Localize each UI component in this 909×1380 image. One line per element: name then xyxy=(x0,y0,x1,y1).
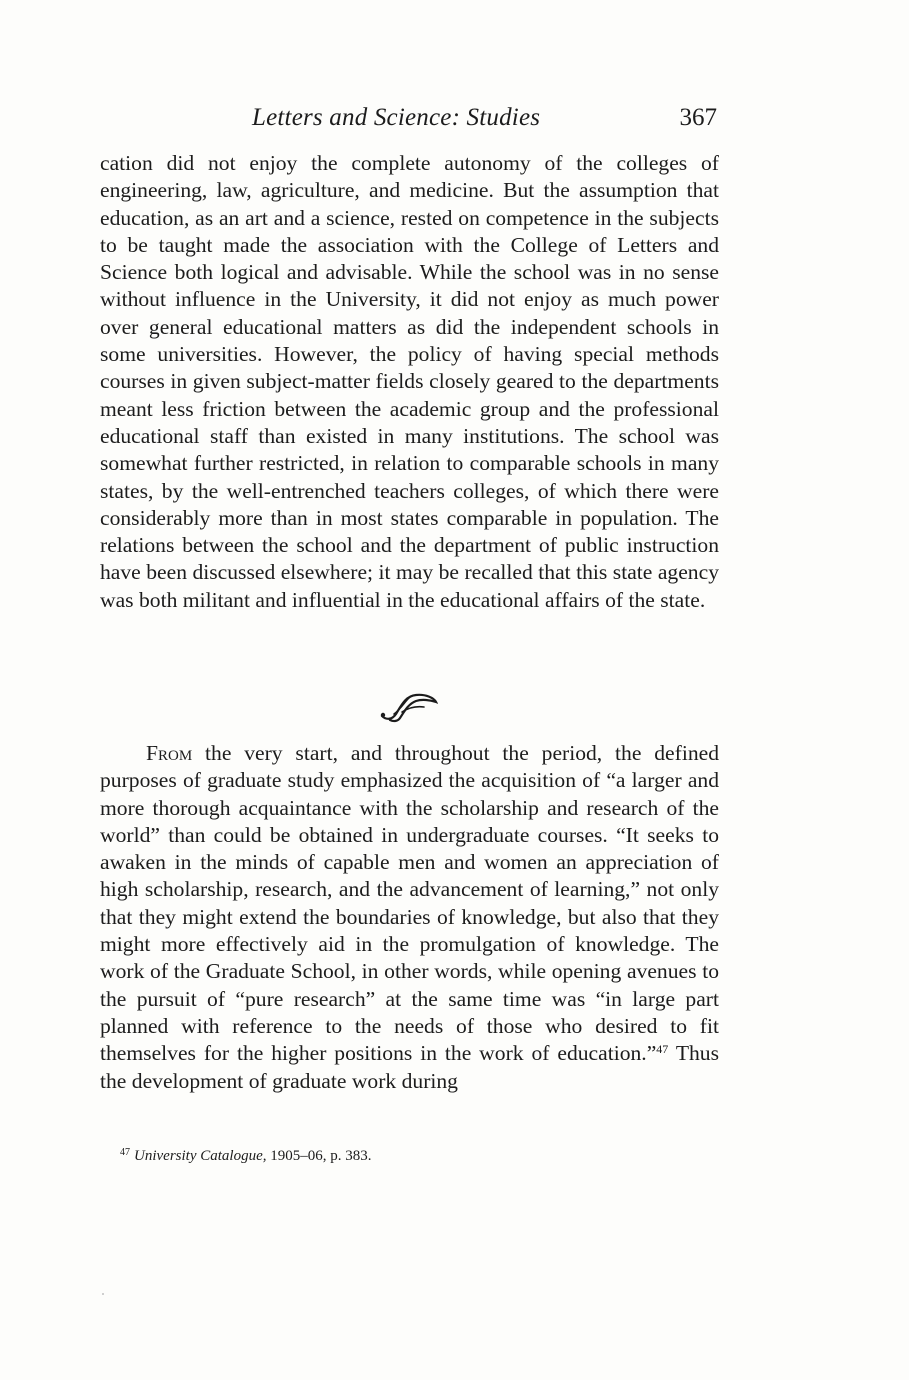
paragraph-text-tail: Thus the development of graduate work during xyxy=(100,1041,720,1093)
running-head-title: Letters and Science: Studies xyxy=(252,104,541,131)
footnote-reference[interactable]: 47 xyxy=(656,1042,669,1057)
page-number: 367 xyxy=(679,104,717,131)
paragraph-text: the very start, and throughout the period, the defined purposes of graduate study emphasized the acquisition of “a larger and more thorough acquaintance with the scholarship and research of the world” than could be obtained in undergraduate courses. “It seeks to awaken in the minds of capable men and women an appreciation of high scholarship, research, and the advancement of learning,” not only that they might extend the boundaries of knowledge, but also that they might more effectively aid in the promulgation of knowledge. The work of the Graduate School, in other words, while opening avenues to the pursuit of “pure research” at the same time was “in large part planned with reference to the needs of those who desired to fit themselves for the higher positions in the work of education.” xyxy=(100,741,719,1066)
footnote-source-title: University Catalogue, xyxy=(134,1148,267,1164)
footnote-source-detail: 1905–06, p. 383. xyxy=(266,1148,372,1164)
body-paragraph xyxy=(100,740,719,1095)
lead-word-small-caps: From xyxy=(146,741,193,765)
page-speck xyxy=(102,1293,104,1295)
footnote-number: 47 xyxy=(120,1147,130,1158)
fleuron-ornament-icon xyxy=(376,690,438,724)
footnote xyxy=(120,1143,720,1166)
running-head xyxy=(100,104,719,144)
body-paragraph: cation did not enjoy the complete autonomy of the colleges of engineering, law, agriculture, and medicine. But the assumption that education, as an art and a science, rested on competence in the subjects to be taught made the association with the College of Letters and Science both logical and advisable. While the school was in no sense without influence in the University, it did not enjoy as much power over general educational matters as did the independent schools in some universities. However, the policy of having special methods courses in given subject-matter fields closely geared to the departments meant less friction between the academic group and the professional educational staff than existed in many institutions. The school was somewhat further restricted, in relation to comparable schools in many states, by the well-entrenched teachers colleges, of which there were considerably more than in most states comparable in population. The relations between the school and the department of public instruction have been discussed elsewhere; it may be recalled that this state agency was both militant and influential in the educational affairs of the state. xyxy=(100,151,719,612)
